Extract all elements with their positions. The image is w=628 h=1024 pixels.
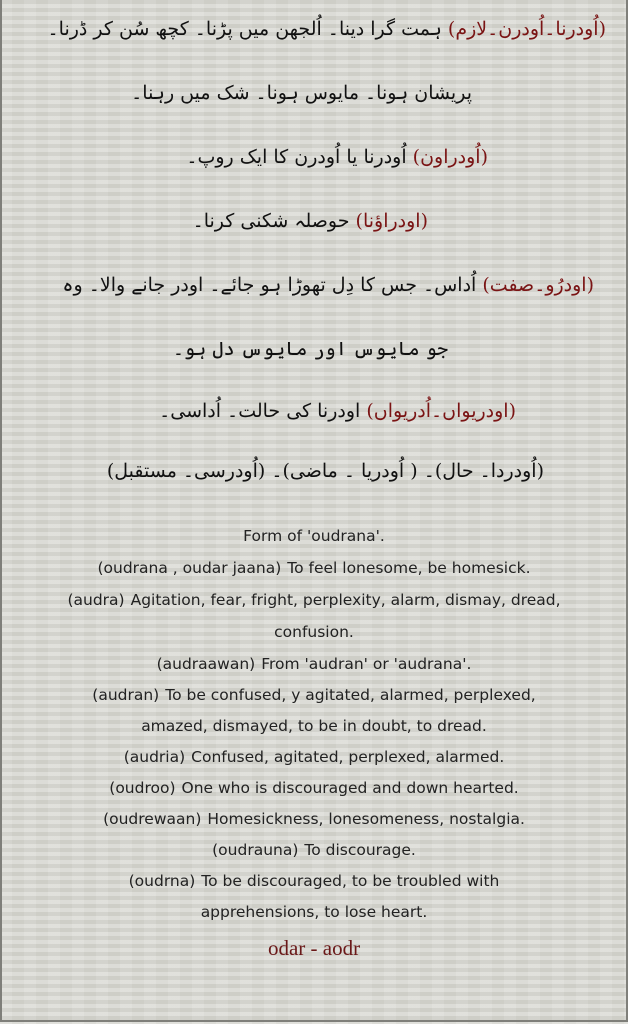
- urdu-definition: پریشان ہونا۔ مایوس ہونا۔ شک میں رہنا۔: [131, 82, 472, 104]
- english-term: (oudrana , oudar jaana): [97, 559, 282, 577]
- english-term: (oudrna): [128, 872, 196, 890]
- english-line-10: [0, 810, 628, 828]
- english-term: (oudrauna): [212, 841, 299, 859]
- urdu-definition: حوصلہ شکنی کرنا۔: [192, 210, 350, 232]
- urdu-line-5: [62, 274, 594, 296]
- english-line-4: [0, 623, 628, 641]
- english-definition: To feel lonesome, be homesick.: [287, 559, 531, 577]
- english-line-1: [0, 527, 628, 545]
- english-line-2: [0, 559, 628, 577]
- english-text: confusion.: [274, 623, 354, 641]
- urdu-term: (اودراؤنا): [355, 210, 428, 232]
- english-line-5: [0, 655, 628, 673]
- english-line-12: [0, 872, 628, 890]
- urdu-definition: اُداس۔ جس کا دِل تھوڑا ہو جائے۔ اودر جانے والا۔ وہ: [62, 274, 477, 296]
- urdu-line-4: [193, 210, 428, 232]
- entry-title: odar - aodr: [267, 936, 361, 960]
- urdu-line-7: [159, 400, 516, 422]
- urdu-definition: اودرنا کی حالت۔ اُداسی۔: [159, 400, 361, 422]
- urdu-line-2: [131, 82, 472, 104]
- english-definition: To discourage.: [304, 841, 416, 859]
- english-term: (audria): [123, 748, 186, 766]
- english-line-6: [0, 686, 628, 704]
- urdu-term: (اودرُو۔صفت): [482, 274, 594, 296]
- urdu-line-6: [173, 338, 448, 360]
- english-text: amazed, dismayed, to be in doubt, to dread.: [141, 717, 487, 735]
- urdu-term: (اُودراون): [412, 146, 488, 168]
- urdu-definition: (اُودردا۔ حال)۔ ( اُودریا ۔ ماضی)۔ (اُودرسی۔ مستقبل): [106, 460, 544, 482]
- english-term: (oudroo): [109, 779, 176, 797]
- english-term: (audran): [92, 686, 160, 704]
- english-definition: One who is discouraged and down hearted.: [181, 779, 519, 797]
- english-term: (audra): [67, 591, 125, 609]
- english-definition: Homesickness, lonesomeness, nostalgia.: [207, 810, 525, 828]
- urdu-line-3: [186, 146, 488, 168]
- urdu-definition: جو مایوس اور مایوس دل ہو۔: [172, 338, 448, 360]
- english-line-9: [0, 779, 628, 797]
- english-line-8: [0, 748, 628, 766]
- english-line-7: [0, 717, 628, 735]
- urdu-definition: ہمت گرا دینا۔ اُلجھن میں پڑنا۔ کچھ سُن کر ڈرنا۔: [47, 18, 442, 40]
- english-term: (audraawan): [156, 655, 256, 673]
- urdu-definition: اُودرنا یا اُودرن کا ایک روپ۔: [186, 146, 407, 168]
- english-definition: Confused, agitated, perplexed, alarmed.: [191, 748, 505, 766]
- urdu-line-1: [48, 18, 606, 40]
- english-text: Form of 'oudrana'.: [243, 527, 385, 545]
- urdu-line-8: [107, 460, 544, 482]
- english-definition: To be confused, y agitated, alarmed, perplexed,: [165, 686, 536, 704]
- english-term: (oudrewaan): [103, 810, 202, 828]
- english-definition: To be discouraged, to be troubled with: [201, 872, 500, 890]
- english-line-13: [0, 903, 628, 921]
- english-line-3: [0, 591, 628, 609]
- english-text: apprehensions, to lose heart.: [200, 903, 428, 921]
- english-definition: From 'audran' or 'audrana'.: [261, 655, 472, 673]
- urdu-term: (اُودرنا۔اُودرن۔لازم): [447, 18, 606, 40]
- english-definition: Agitation, fear, fright, perplexity, alarm, dismay, dread,: [130, 591, 561, 609]
- urdu-term: (اودریواں۔اُدریواں): [366, 400, 516, 422]
- english-line-11: [0, 841, 628, 859]
